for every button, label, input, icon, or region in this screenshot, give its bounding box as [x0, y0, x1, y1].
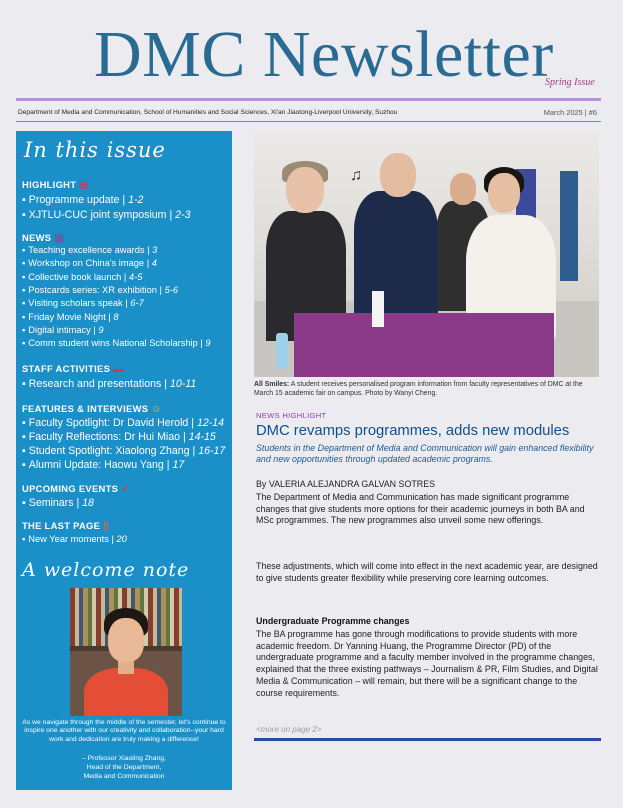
toc-section-last-page — [22, 520, 109, 532]
toc-section-upcoming-events — [22, 483, 130, 495]
toc-item[interactable]: ▪ Faculty Reflections: Dr Hui Miao | 14-15 — [22, 431, 216, 443]
toc-item-pages: 8 — [113, 312, 119, 322]
head-of-department-portrait — [70, 588, 182, 716]
toc-section-title: STAFF ACTIVITIES — [22, 363, 111, 374]
toc-item[interactable]: ▪ Research and presentations | 10-11 — [22, 378, 197, 390]
toc-section-title: FEATURES & INTERVIEWS — [22, 403, 149, 414]
toc-item-label: Student Spotlight: Xiaolong Zhang — [28, 445, 190, 457]
toc-item[interactable]: ▪ Friday Movie Night | 8 — [22, 312, 119, 322]
toc-item-pages: 2-3 — [175, 209, 191, 221]
toc-item-pages: 9 — [98, 325, 104, 335]
signature-line: Media and Communication — [83, 773, 165, 780]
toc-section-staff-activities — [22, 363, 123, 375]
newsletter-title: DMC Newsletter — [94, 18, 554, 91]
caption-lead: All Smiles: — [254, 381, 290, 388]
article-kicker: NEWS HIGHLIGHT — [256, 411, 327, 420]
masthead-divider — [16, 98, 601, 101]
toc-item-label: New Year moments — [28, 534, 109, 544]
toc-item-pages: 12-14 — [196, 417, 225, 429]
toc-section-features — [22, 403, 162, 415]
photo-caption — [254, 381, 599, 398]
signature-line: Head of the Department, — [86, 764, 162, 771]
target-icon: ◎ — [79, 180, 89, 191]
toc-item[interactable]: ▪ Collective book launch | 4-5 — [22, 272, 143, 282]
toc-item-label: XJTLU-CUC joint symposium — [28, 209, 167, 221]
toc-item[interactable]: ▪ Visiting scholars speak | 6-7 — [22, 298, 144, 308]
article-bottom-rule — [254, 738, 601, 741]
welcome-note-heading: A welcome note — [22, 559, 190, 581]
toc-item-pages: 6-7 — [130, 298, 144, 308]
article-standfirst: Students in the Department of Media and Communication will gain enhanced flexibility and new opportunities through updated academic programs. — [256, 443, 594, 464]
toc-item-pages: 18 — [82, 497, 94, 509]
toc-item-pages: 4 — [151, 258, 157, 268]
article-subhead: Undergraduate Programme changes — [256, 616, 410, 626]
toc-section-title: NEWS — [22, 232, 52, 243]
toc-section-title: HIGHLIGHT — [22, 179, 77, 190]
toc-item-pages: 17 — [172, 459, 185, 471]
toc-item[interactable]: ▪ Comm student wins National Scholarship | 9 — [22, 338, 211, 348]
academic-fair-photo — [254, 131, 599, 377]
issue-label: Spring Issue — [545, 77, 595, 88]
toc-item[interactable]: ▪ Faculty Spotlight: Dr David Herold | 12-14 — [22, 417, 225, 429]
date-issue: March 2025 | #6 — [543, 108, 597, 117]
toc-item[interactable]: ▪ New Year moments | 20 — [22, 534, 127, 544]
bookmark-icon: ▯ — [103, 521, 110, 532]
toc-item-label: Teaching excellence awards — [28, 245, 145, 255]
toc-item-pages: 10-11 — [169, 378, 197, 390]
toc-item-pages: 5-6 — [164, 285, 178, 295]
toc-item[interactable]: ▪ Digital intimacy | 9 — [22, 325, 104, 335]
article-paragraph: The BA programme has gone through modifications to provide students with more academic freedom. Dr Yanning Huang, the Programme Director (PD) of the undergraduate programme and a faculty member involved in the programme changes, explained that the three existing pathways – Journalism & PR, Film Studies, and Digital Media & Communication – will remain, but there will be a significant change to the course requirements. — [256, 629, 598, 698]
toc-item-pages: 1-2 — [128, 194, 144, 206]
music-note-icon: ♫ — [350, 167, 362, 184]
article-paragraph: These adjustments, which will come into effect in the next academic year, are designed to give students greater flexibility while preserving core learning outcomes. — [256, 561, 598, 583]
toc-item-label: Postcards series: XR exhibition — [28, 285, 157, 295]
caption-text: A student receives personalised program information from faculty representatives of DMC at the March 15 academic fair on campus. Photo by Wanyi Cheng. — [254, 381, 583, 397]
masthead — [0, 0, 623, 130]
masthead-thin-divider — [16, 121, 601, 122]
continued-on-link[interactable]: <more on page 2> — [256, 725, 322, 734]
newspaper-icon: ▤ — [54, 233, 65, 244]
toc-section-title: UPCOMING EVENTS — [22, 483, 119, 494]
toc-item-label: Digital intimacy — [28, 325, 91, 335]
department-line: Department of Media and Communication, School of Humanities and Social Sciences, Xi'an Jiaotong-Liverpool University, Suzhou — [18, 109, 398, 116]
toc-item-label: Seminars — [28, 497, 74, 509]
article-paragraph: The Department of Media and Communication has made significant programme changes that give students more options for their academic journeys in both BA and MSc programmes. The new programmes also unveil some new offerings. — [256, 492, 585, 526]
welcome-quote: As we navigate through the middle of the semester, let's continue to inspire one another with our creativity and collaboration--your hard work and dedication are truly making a difference! — [22, 719, 226, 743]
table-of-contents-sidebar — [16, 131, 232, 790]
toc-item[interactable]: ▪ Alumni Update: Haowu Yang | 17 — [22, 459, 185, 471]
toc-item-label: Faculty Spotlight: Dr David Herold — [28, 417, 189, 429]
toc-item[interactable]: ▪ Teaching excellence awards | 3 — [22, 245, 158, 255]
toc-item-label: Faculty Reflections: Dr Hui Miao — [28, 431, 181, 443]
toc-item-pages: 20 — [116, 534, 127, 544]
toc-item[interactable]: ▪ Postcards series: XR exhibition | 5-6 — [22, 285, 178, 295]
toc-item-pages: 4-5 — [128, 272, 143, 282]
smile-icon: ☺ — [151, 404, 162, 415]
toc-item[interactable]: ▪ XJTLU-CUC joint symposium | 2-3 — [22, 209, 191, 221]
toc-item-pages: 16-17 — [198, 445, 226, 457]
check-icon: ✓ — [121, 484, 130, 495]
toc-item-pages: 14-15 — [188, 431, 216, 443]
toc-section-highlight — [22, 179, 88, 191]
toc-item-label: Programme update — [28, 194, 120, 206]
article-byline: By VALERIA ALEJANDRA GALVAN SOTRES — [256, 479, 436, 489]
toc-item-label: Comm student wins National Scholarship — [28, 338, 198, 348]
books-icon: ▬ — [113, 364, 124, 375]
toc-item-label: Research and presentations — [28, 378, 162, 390]
article-headline: DMC revamps programmes, adds new modules — [256, 423, 570, 439]
toc-section-title: THE LAST PAGE — [22, 520, 101, 531]
toc-item-label: Alumni Update: Haowu Yang — [28, 459, 164, 471]
toc-item-label: Friday Movie Night — [28, 312, 106, 322]
toc-item-label: Workshop on China's image — [28, 258, 145, 268]
toc-item-label: Collective book launch — [28, 272, 122, 282]
signature-line: – Professor Xiaoling Zhang, — [82, 755, 166, 762]
toc-item[interactable]: ▪ Programme update | 1-2 — [22, 194, 144, 206]
toc-item-pages: 9 — [205, 338, 211, 348]
toc-section-news — [22, 232, 64, 244]
toc-item[interactable]: ▪ Student Spotlight: Xiaolong Zhang | 16-17 — [22, 445, 226, 457]
toc-item[interactable]: ▪ Workshop on China's image | 4 — [22, 258, 157, 268]
toc-item-pages: 3 — [152, 245, 158, 255]
toc-item[interactable]: ▪ Seminars | 18 — [22, 497, 94, 509]
toc-item-label: Visiting scholars speak — [28, 298, 123, 308]
in-this-issue-heading: In this issue — [24, 138, 166, 162]
